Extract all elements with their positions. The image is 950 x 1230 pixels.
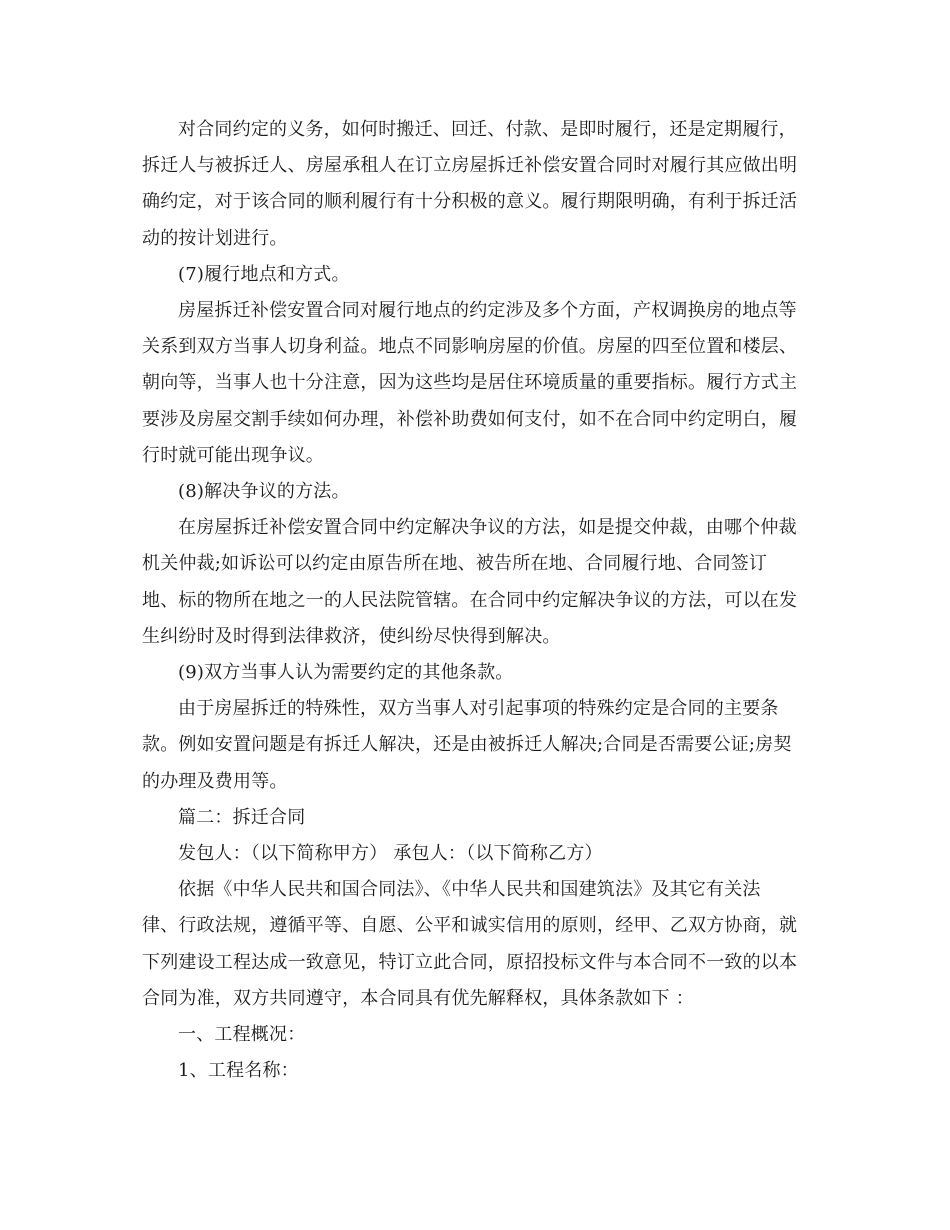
section-heading-9: [142, 655, 818, 691]
section-heading-8: [142, 474, 818, 510]
text-line: 篇二：拆迁合同: [178, 806, 306, 828]
text-line: 机关仲裁;如诉讼可以约定由原告所在地、被告所在地、合同履行地、合同签订: [142, 553, 768, 575]
text-line: 行时就可能出现争议。: [142, 444, 324, 466]
document-page: [142, 112, 818, 1089]
text-line: 地、标的物所在地之一的人民法院管辖。在合同中约定解决争议的方法，可以在发: [142, 589, 798, 611]
text-line: 关系到双方当事人切身利益。地点不同影响房屋的价值。房屋的四至位置和楼层、: [142, 336, 798, 358]
text-line: 发包人：（以下简称甲方） 承包人：（以下简称乙方）: [178, 843, 603, 865]
text-line: 下列建设工程达成一致意见，特订立此合同，原招投标文件与本合同不一致的以本: [142, 951, 798, 973]
text-line: 朝向等，当事人也十分注意，因为这些均是居住环境质量的重要指标。履行方式主: [142, 372, 798, 394]
text-line: 一、工程概况：: [178, 1024, 306, 1046]
text-line: 的办理及费用等。: [142, 770, 288, 792]
text-line: 房屋拆迁补偿安置合同对履行地点的约定涉及多个方面，产权调换房的地点等: [178, 300, 797, 322]
text-line: 合同为准，双方共同遵守，本合同具有优先解释权，具体条款如下 ：: [142, 987, 694, 1009]
section-heading-7: [142, 257, 818, 293]
text-line: 律、行政法规，遵循平等、自愿、公平和诚实信用的原则，经甲、乙双方协商，就: [142, 915, 798, 937]
text-line: 依据《中华人民共和国合同法》、《中华人民共和国建筑法》及其它有关法: [178, 879, 761, 901]
text-line: (8)解决争议的方法。: [178, 481, 350, 503]
text-line: 拆迁人与被拆迁人、房屋承租人在订立房屋拆迁补偿安置合同时对履行其应做出明: [142, 155, 798, 177]
chapter-heading: [142, 800, 818, 836]
text-line: 要涉及房屋交割手续如何办理，补偿补助费如何支付，如不在合同中约定明白，履: [142, 408, 798, 430]
text-line: 1、工程名称：: [178, 1060, 299, 1082]
text-line: (7)履行地点和方式。: [178, 263, 350, 285]
text-line: 款。例如安置问题是有拆迁人解决，还是由被拆迁人解决;合同是否需要公证;房契: [142, 734, 792, 756]
paragraph-special-terms: [142, 691, 818, 800]
text-line: 确约定，对于该合同的顺利履行有十分积极的意义。履行期限明确，有利于拆迁活: [142, 191, 798, 213]
text-line: 由于房屋拆迁的特殊性，双方当事人对引起事项的特殊约定是合同的主要条: [178, 698, 779, 720]
text-line: 在房屋拆迁补偿安置合同中约定解决争议的方法，如是提交仲裁，由哪个仲裁: [178, 517, 797, 539]
text-line: 对合同约定的义务，如何时搬迁、回迁、付款、是即时履行，还是定期履行，: [178, 119, 797, 140]
text-line: (9)双方当事人认为需要约定的其他条款。: [178, 662, 514, 684]
paragraph-legal-basis: [142, 872, 818, 1017]
text-line: 生纠纷时及时得到法律救济，使纠纷尽快得到解决。: [142, 625, 561, 647]
paragraph-place-and-method: [142, 293, 818, 474]
paragraph-obligations: [142, 112, 818, 257]
parties-line: [142, 836, 818, 872]
text-line: 动的按计划进行。: [142, 227, 288, 249]
item-project-name: [142, 1053, 818, 1089]
paragraph-dispute-resolution: [142, 510, 818, 655]
section-heading-project-overview: [142, 1017, 818, 1053]
